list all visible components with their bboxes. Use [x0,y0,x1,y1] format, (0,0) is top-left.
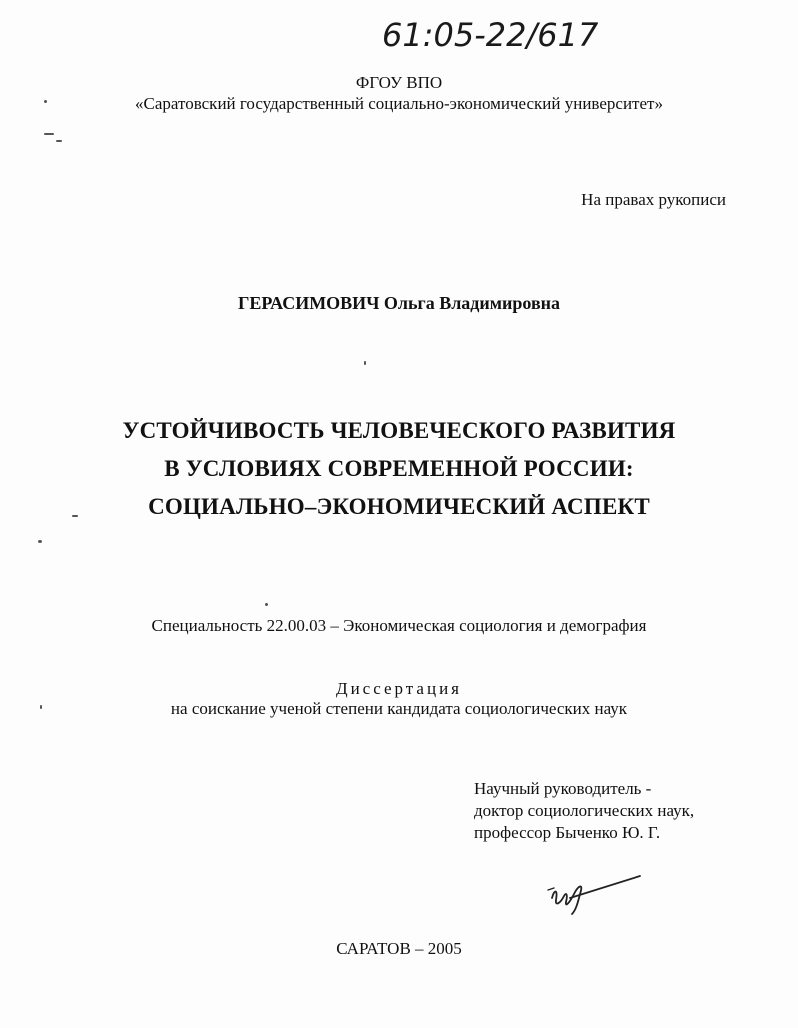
city-year: САРАТОВ – 2005 [336,939,462,958]
dissertation-purpose: на соискание ученой степени кандидата социологических наук [170,699,628,718]
archive-code-handwritten [380,10,620,56]
archive-code-text: 61:05-22/617 [382,16,599,54]
manuscript-note: На правах рукописи [581,190,726,209]
scan-speck [364,361,366,365]
scan-speck [38,540,42,543]
supervisor-role: Научный руководитель - [474,779,652,798]
title-line-3: СОЦИАЛЬНО–ЭКОНОМИЧЕСКИЙ АСПЕКТ [148,494,650,519]
scan-speck [72,515,78,517]
scan-speck [56,140,62,142]
signature-icon [540,868,650,918]
specialty-line: Специальность 22.00.03 – Экономическая социология и демография [151,616,647,635]
supervisor-block [474,778,774,844]
scan-speck [44,133,54,135]
supervisor-degree: доктор социологических наук, [474,801,695,820]
author-name: ГЕРАСИМОВИЧ Ольга Владимировна [237,293,561,313]
org-type: ФГОУ ВПО [355,73,443,92]
title-line-1: УСТОЙЧИВОСТЬ ЧЕЛОВЕЧЕСКОГО РАЗВИТИЯ [122,418,676,443]
supervisor-name: профессор Быченко Ю. Г. [474,823,661,842]
university-name: «Саратовский государственный социально-экономический университет» [135,94,663,113]
dissertation-word: Диссертация [335,679,462,698]
archive-code-handwriting [380,10,620,56]
scan-speck [265,603,268,606]
scan-speck [40,705,42,709]
title-line-2: В УСЛОВИЯХ СОВРЕМЕННОЙ РОССИИ: [164,456,634,481]
signature-mark [540,868,650,918]
scan-speck [44,100,47,103]
